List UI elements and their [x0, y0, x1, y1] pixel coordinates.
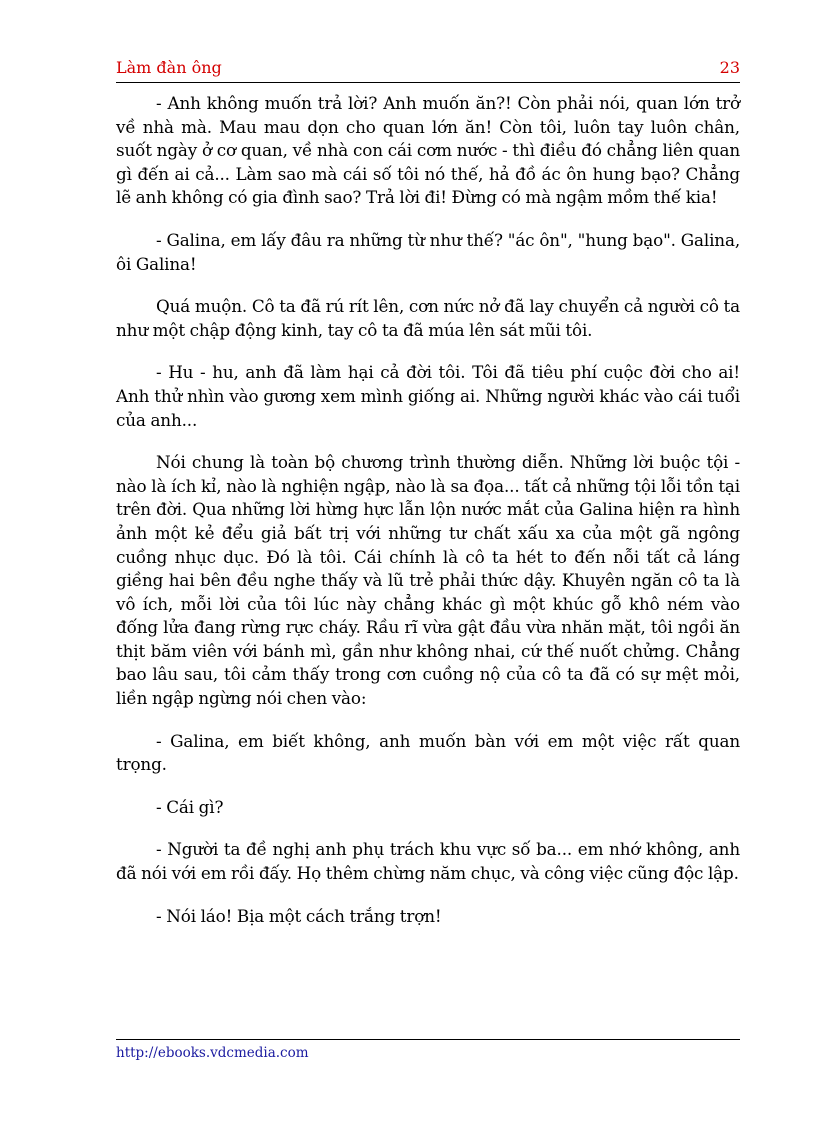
page-footer: [116, 1039, 740, 1061]
footer-link[interactable]: http://ebooks.vdcmedia.com: [116, 1045, 309, 1061]
book-title: Làm đàn ông: [116, 58, 222, 77]
paragraph: - Nói láo! Bịa một cách trắng trợn!: [156, 905, 442, 926]
paragraph: - Hu - hu, anh đã làm hại cả đời tôi. Tôi đã tiêu phí cuộc đời cho ai! Anh thử nhìn vào gương xem mình giống ai. Những người khác vào cái tuổi của anh...: [116, 362, 740, 430]
paragraph: - Anh không muốn trả lời? Anh muốn ăn?! Còn phải nói, quan lớn trở về nhà mà. Mau mau dọn cho quan lớn ăn! Còn tôi, luôn tay luôn chân, suốt ngày ở cơ quan, về nhà con cái cơm nước - thì điều đó chẳng liên quan gì đến ai cả... Làm sao mà cái số tôi nó thế, hả đồ ác ôn hung bạo? Chẳng lẽ anh không có gia đình sao? Trả lời đi! Đừng có mà ngậm mồm thế kia!: [116, 93, 740, 208]
paragraph: - Cái gì?: [156, 796, 224, 817]
page-header: [116, 58, 740, 83]
paragraph: - Galina, em lấy đâu ra những từ như thế? "ác ôn", "hung bạo". Galina, ôi Galina!: [116, 229, 740, 274]
paragraph: - Galina, em biết không, anh muốn bàn với em một việc rất quan trọng.: [116, 730, 740, 775]
paragraph: Quá muộn. Cô ta đã rú rít lên, cơn nức nở đã lay chuyển cả người cô ta như một chập động kinh, tay cô ta đã múa lên sát mũi tôi.: [116, 296, 740, 340]
page-body: [116, 92, 740, 947]
page-number: 23: [719, 58, 740, 77]
paragraph: Nói chung là toàn bộ chương trình thường diễn. Những lời buộc tội - nào là ích kỉ, nào là nghiện ngập, nào là sa đọa... tất cả những tội lỗi tồn tại trên đời. Qua những lời hừng hực lẫn lộn nước mắt của Galina hiện ra hình ảnh một kẻ đểu giả bất trị với những tư chất xấu xa của một gã ngông cuồng nhục dục. Đó là tôi. Cái chính là cô ta hét to đến nỗi tất cả láng giềng hai bên đều nghe thấy và lũ trẻ phải thức dậy. Khuyên ngăn cô ta là vô ích, mỗi lời của tôi lúc này chẳng khác gì một khúc gỗ khô ném vào đống lửa đang rừng rực cháy. Rầu rĩ vừa gật đầu vừa nhăn mặt, tôi ngồi ăn thịt băm viên với bánh mì, gần như không nhai, cứ thế nuốt chửng. Chẳng bao lâu sau, tôi cảm thấy trong cơn cuồng nộ của cô ta đã có sự mệt mỏi, liền ngập ngừng nói chen vào:: [116, 452, 740, 709]
paragraph: - Người ta đề nghị anh phụ trách khu vực số ba... em nhớ không, anh đã nói với em rồi đấy. Họ thêm chừng năm chục, và công việc cũng độc lập.: [116, 839, 740, 884]
